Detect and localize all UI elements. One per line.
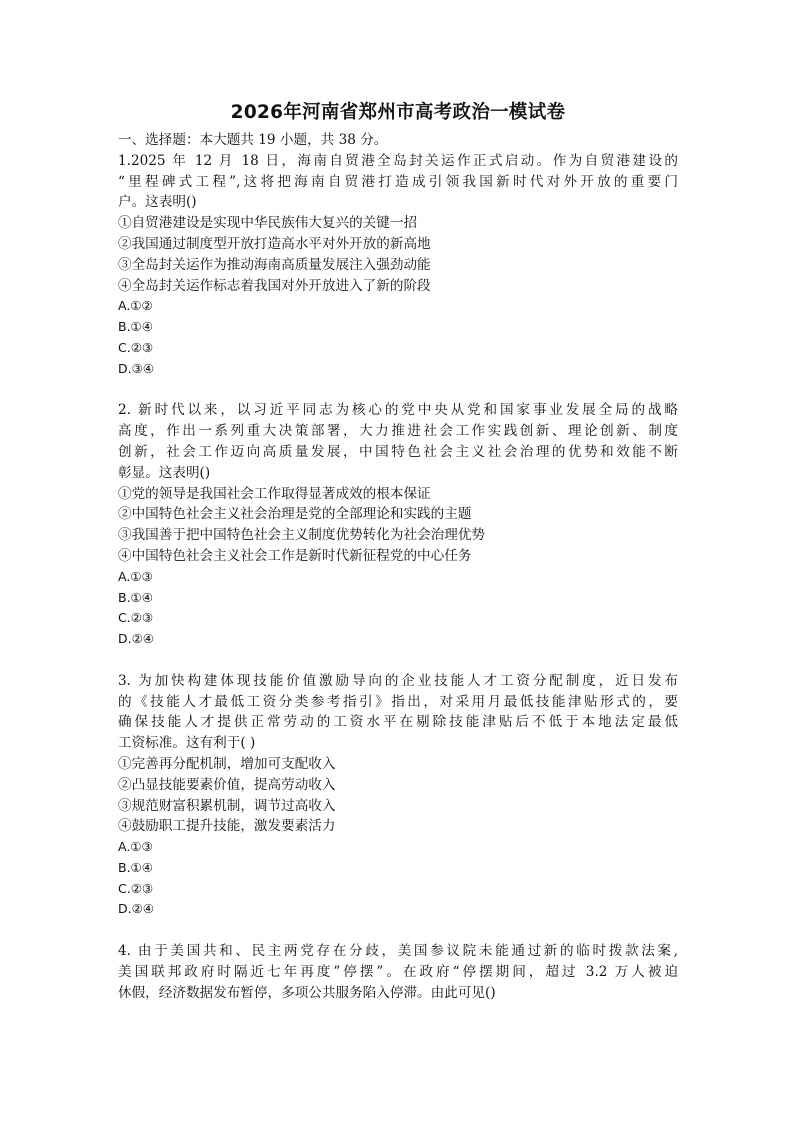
answer-option: A.①③ — [118, 839, 153, 855]
question-1 — [118, 151, 678, 380]
question-stem-line: 创新，社会工作迈向高质量发展，中国特色社会主义社会治理的优势和效能不断 — [118, 443, 678, 460]
page-title: 2026年河南省郑州市高考政治一模试卷 — [230, 102, 566, 123]
question-stem-line: 2. 新时代以来，以习近平同志为核心的党中央从党和国家事业发展全局的战略 — [118, 402, 678, 419]
statement: ②我国通过制度型开放打造高水平对外开放的新高地 — [118, 235, 431, 252]
statement: ④鼓励职工提升技能，激发要素活力 — [118, 818, 336, 835]
answer-option: D.②④ — [118, 901, 155, 917]
answer-option: C.②③ — [118, 339, 154, 355]
section-heading: 一、选择题：本大题共 19 小题，共 38 分。 — [118, 132, 388, 148]
answer-option: B.①④ — [118, 859, 153, 875]
question-stem-line: 户。这表明() — [118, 194, 197, 211]
answer-option: A.①② — [118, 298, 153, 314]
answer-option: C.②③ — [118, 610, 154, 626]
question-4 — [118, 941, 678, 1003]
answer-option: B.①④ — [118, 319, 153, 335]
statement: ④全岛封关运作标志着我国对外开放进入了新的阶段 — [118, 277, 431, 294]
exam-page — [118, 100, 678, 1003]
statement: ①自贸港建设是实现中华民族伟大复兴的关键一招 — [118, 215, 418, 232]
statement: ③我国善于把中国特色社会主义制度优势转化为社会治理优势 — [118, 527, 486, 544]
question-stem-line: 高度，作出一系列重大决策部署，大力推进社会工作实践创新、理论创新、制度 — [118, 423, 678, 440]
question-stem-line: 美国联邦政府时隔近七年再度”停摆”。在政府“停摆期间，超过 3.2 万人被迫 — [118, 963, 678, 980]
spacer — [118, 380, 678, 401]
spacer — [118, 650, 678, 671]
question-stem-line: 工资标准。这有利于( ) — [118, 735, 256, 752]
question-2 — [118, 400, 678, 650]
statement: ②凸显技能要素价值，提高劳动收入 — [118, 776, 336, 793]
statement: ③规范财富积累机制，调节过高收入 — [118, 797, 336, 814]
question-stem-line: 3. 为加快构建体现技能价值激励导向的企业技能人才工资分配制度，近日发布 — [118, 672, 678, 689]
statement: ①党的领导是我国社会工作取得显著成效的根本保证 — [118, 485, 431, 502]
question-stem-line: 休假，经济数据发布暂停，多项公共服务陷入停滞。由此可见() — [118, 984, 496, 1001]
question-stem-line: 确保技能人才提供正常劳动的工资水平在剔除技能津贴后不低于本地法定最低 — [118, 714, 678, 731]
statement: ②中国特色社会主义社会治理是党的全部理论和实践的主题 — [118, 506, 472, 523]
question-3 — [118, 671, 678, 921]
question-stem-line: “里程碑式工程”,这将把海南自贸港打造成引领我国新时代对外开放的重要门 — [118, 173, 678, 190]
question-stem-line: 1.2025 年 12 月 18 日，海南自贸港全岛封关运作正式启动。作为自贸港建设的 — [118, 152, 678, 169]
question-stem-line: 彰显。这表明() — [118, 464, 211, 481]
statement: ④中国特色社会主义社会工作是新时代新征程党的中心任务 — [118, 547, 472, 564]
question-stem-line: 4. 由于美国共和、民主两党存在分歧，美国参议院未能通过新的临时拨款法案, — [118, 943, 678, 960]
answer-option: D.③④ — [118, 360, 155, 376]
answer-option: A.①③ — [118, 568, 153, 584]
answer-option: B.①④ — [118, 589, 153, 605]
answer-option: C.②③ — [118, 880, 154, 896]
answer-option: D.②④ — [118, 631, 155, 647]
question-stem-line: 的《技能人才最低工资分类参考指引》指出，对采用月最低技能津贴形式的，要 — [118, 693, 678, 710]
statement: ③全岛封关运作为推动海南高质量发展注入强劲动能 — [118, 256, 431, 273]
spacer — [118, 920, 678, 941]
statement: ①完善再分配机制，增加可支配收入 — [118, 755, 336, 772]
